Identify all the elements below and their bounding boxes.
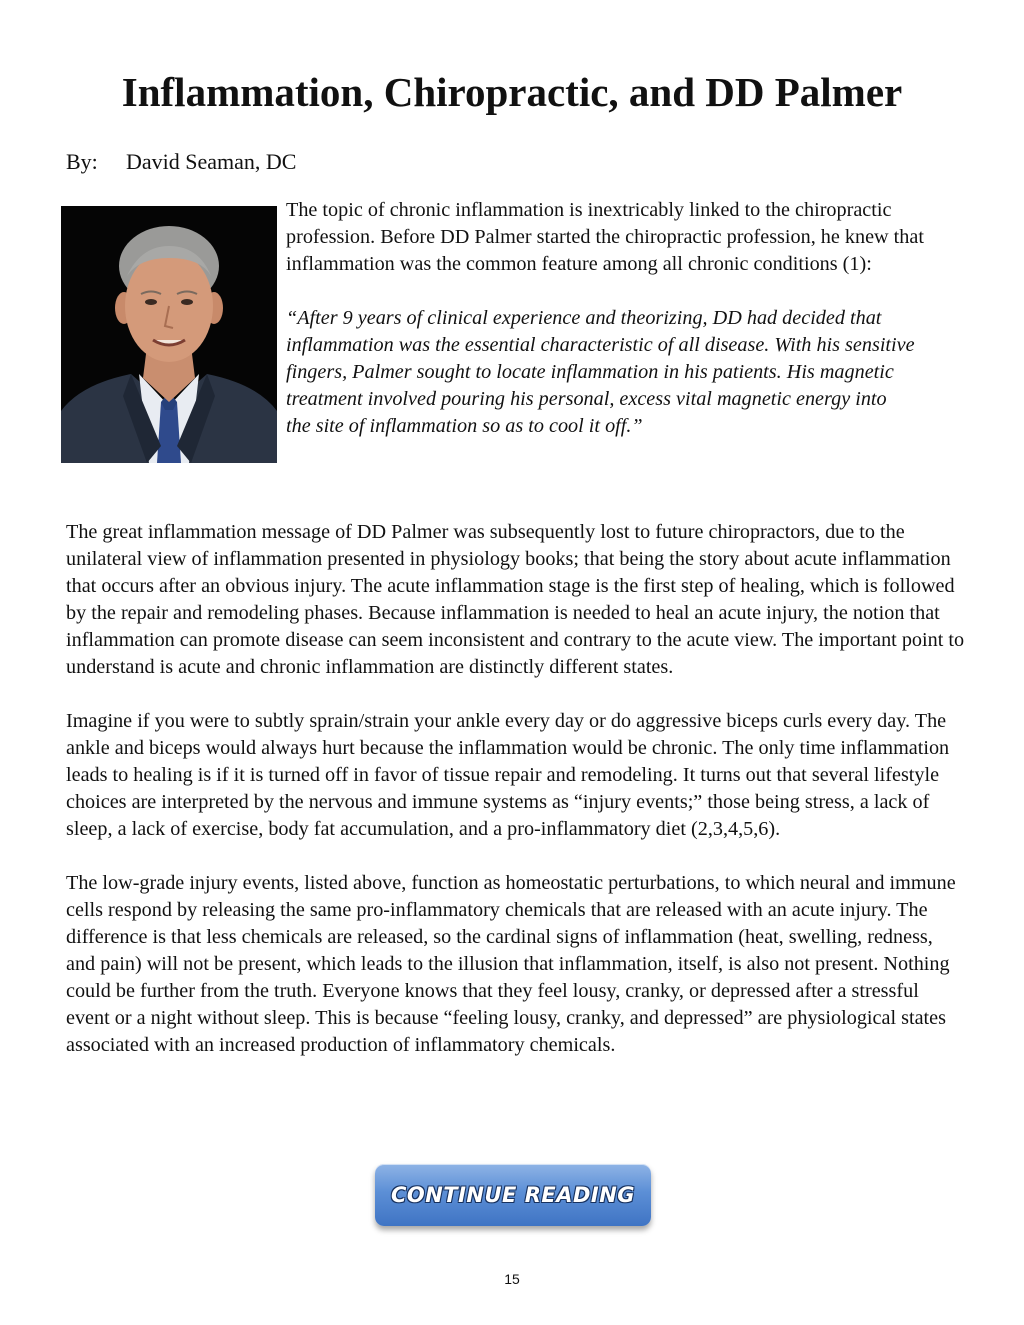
author-photo [61,206,277,463]
body-paragraph: Imagine if you were to subtly sprain/strain your ankle every day or do aggressive biceps curls every day. The ankle and biceps would always hurt because the inflammation would be chronic. The only time inflammation leads to healing is if it is turned off in favor of tissue repair and remodeling. It turns out that several lifestyle choices are interpreted by the nervous and immune systems as “injury events;” those being stress, a lack of sleep, a lack of exercise, body fat accumulation, and a pro-inflammatory diet (2,3,4,5,6). [66,710,950,840]
intro-block [286,197,966,440]
body-paragraph: The great inflammation message of DD Palmer was subsequently lost to future chiropractors, due to the unilateral view of inflammation presented in physiology books; that being the story about acute inflammation that occurs after an obvious injury. The acute inflammation stage is the first step of healing, which is followed by the repair and remodeling phases. Because inflammation is needed to heal an acute injury, the notion that inflammation can promote disease can seem inconsistent and contrary to the acute view. The important point to understand is acute and chronic inflammation are distinctly different states. [66,521,965,678]
intro-paragraph: The topic of chronic inflammation is inextricably linked to the chiropractic profession. Before DD Palmer started the chiropractic profession, he knew that inflammation was the common feature among all chronic conditions (1): [286,199,924,275]
article-title: Inflammation, Chiropractic, and DD Palmer [121,69,903,115]
article-body [66,519,966,1086]
palmer-quote: “After 9 years of clinical experience and theorizing, DD had decided that inflammation was the essential characteristic of all disease. With his sensitive fingers, Palmer sought to locate inflammation in his patients. His magnetic treatment involved pouring his personal, excess vital magnetic energy into the site of inflammation so as to cool it off.” [286,307,915,437]
byline-label: By: [66,149,98,174]
continue-reading-button[interactable]: CONTINUE READING [375,1164,651,1226]
author-name: David Seaman, DC [126,149,297,174]
body-paragraph: The low-grade injury events, listed above, function as homeostatic perturbations, to which neural and immune cells respond by releasing the same pro-inflammatory chemicals that are released with an acute injury. The difference is that less chemicals are released, so the cardinal signs of inflammation (heat, swelling, redness, and pain) will not be present, which leads to the illusion that inflammation, itself, is also not present. Nothing could be further from the truth. Everyone knows that they feel lousy, cranky, or depressed after a stressful event or a night without sleep. This is because “feeling lousy, cranky, and depressed” are physiological states associated with an increased production of inflammatory chemicals. [66,872,956,1056]
byline [66,147,296,177]
page-number: 15 [504,1271,520,1287]
